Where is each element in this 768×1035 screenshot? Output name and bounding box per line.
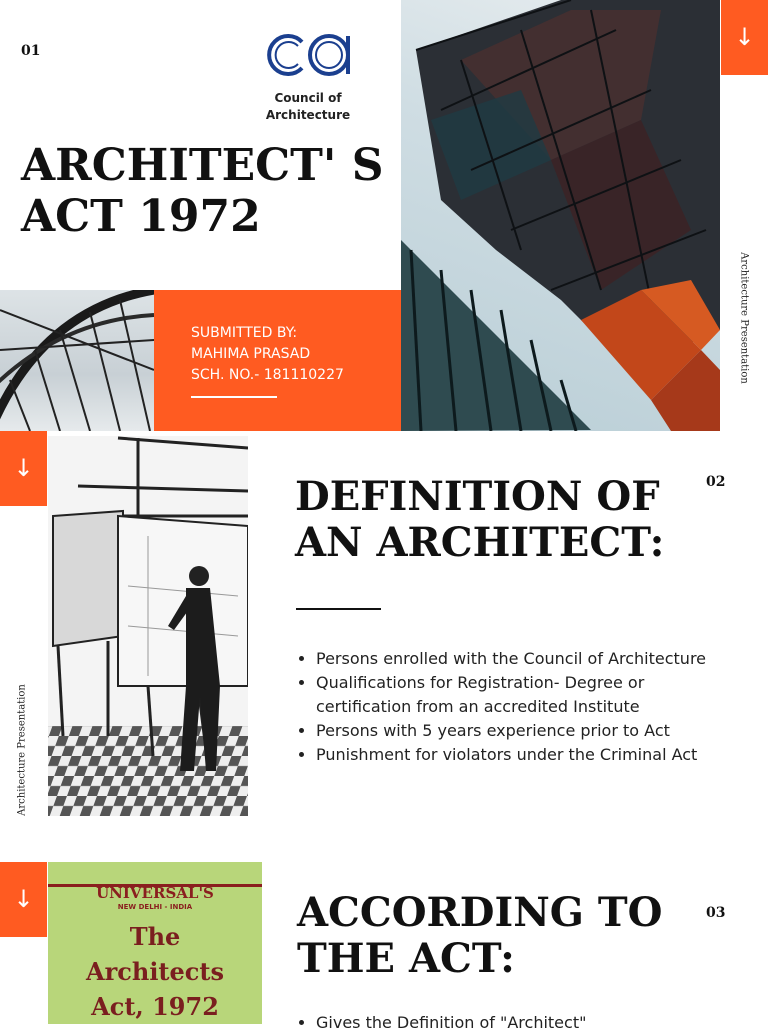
list-item: • Persons enrolled with the Council of Architecture xyxy=(316,647,716,671)
slide3-title xyxy=(297,890,662,983)
title-line2: THE ACT: xyxy=(297,935,515,983)
architect-drafting-illustration xyxy=(48,436,248,816)
page-number: 02 xyxy=(706,474,726,490)
title-line2: AN ARCHITECT: xyxy=(295,519,665,567)
title-line1: DEFINITION OF xyxy=(295,473,660,520)
book-title-line3: Act, 1972 xyxy=(91,992,219,1021)
next-arrow-button[interactable]: ↓ xyxy=(721,0,768,75)
list-item: • Gives the Definition of "Architect" xyxy=(316,1011,716,1035)
divider xyxy=(191,396,277,398)
title-line1: ACCORDING TO xyxy=(297,889,663,936)
arch-roof-photo xyxy=(0,290,154,431)
page-number: 01 xyxy=(21,43,41,59)
next-arrow-button[interactable]: ↓ xyxy=(0,431,47,506)
book-cover-image xyxy=(48,862,262,1024)
submitted-panel xyxy=(154,290,401,431)
ca-logo-icon xyxy=(258,30,358,80)
sch-number: SCH. NO.- 181110227 xyxy=(191,367,344,383)
book-title-line2: Architects xyxy=(85,957,224,986)
list-item: • Punishment for violators under the Criminal Act xyxy=(316,743,716,767)
slide2-title xyxy=(295,474,664,567)
author-name: MAHIMA PRASAD xyxy=(191,346,311,362)
book-title-line1: The xyxy=(129,922,181,951)
submitted-label: SUBMITTED BY: xyxy=(191,325,298,341)
page-number: 03 xyxy=(706,905,726,921)
logo-text-line1: Council of xyxy=(274,91,342,105)
council-logo xyxy=(258,30,358,124)
title-line2: ACT 1972 xyxy=(21,191,261,243)
side-label: Architecture Presentation xyxy=(16,684,28,816)
list-item: • Persons with 5 years experience prior to Act xyxy=(316,719,716,743)
title-line1: ARCHITECT' S xyxy=(21,140,384,191)
side-label: Architecture Presentation xyxy=(738,252,750,384)
divider xyxy=(296,608,381,610)
book-city: NEW DELHI - INDIA xyxy=(117,903,193,911)
definition-list xyxy=(298,647,716,767)
skyscraper-photo xyxy=(401,0,720,431)
logo-text-line2: Architecture xyxy=(265,108,351,122)
slide1-title xyxy=(21,140,383,242)
act-list xyxy=(298,1011,716,1035)
list-item: • Qualifications for Registration- Degree or certification from an accredited Institute xyxy=(316,671,716,719)
next-arrow-button[interactable]: ↓ xyxy=(0,862,47,937)
book-publisher: UNIVERSAL'S xyxy=(96,884,214,902)
